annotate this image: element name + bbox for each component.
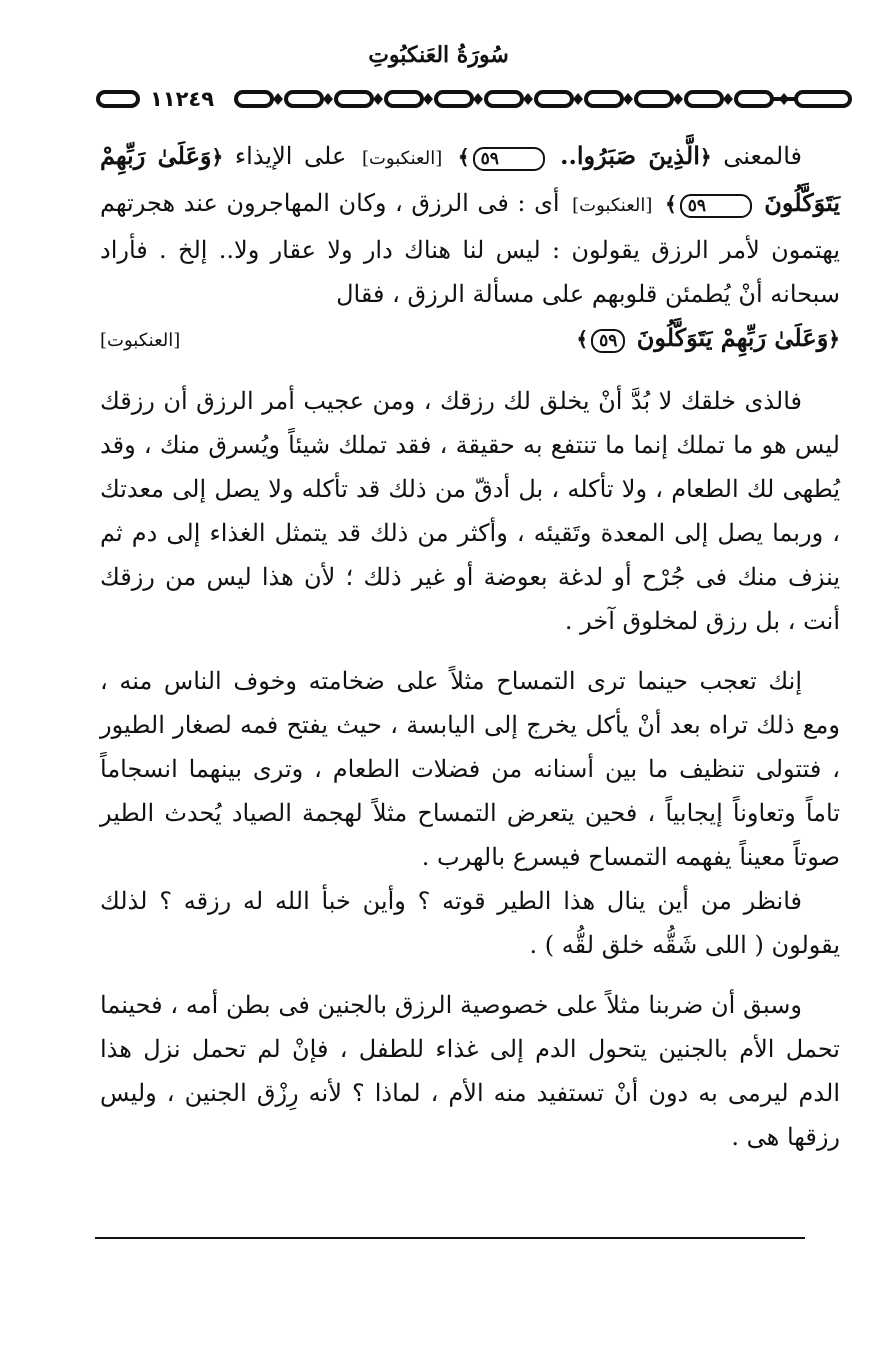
verse-number-badge: ٥٩: [591, 329, 625, 353]
verse-line: [100, 316, 840, 363]
surah-reference: [العنكبوت]: [572, 195, 653, 216]
paragraph-2: فالذى خلقك لا بُدَّ أنْ يخلق لك رزقك ، ومن عجيب أمر الرزق أن رزقك ليس هو ما تملك إنما ما تنتفع به حقيقة ، فقد تملك شيئاً ويُسرق منك ، وقد يُطهى لك الطعام ، ولا تأكله ، بل أدقّ من ذلك قد تأكله ولا يصل إلى معدتك ، وربما يصل إلى المعدة وتَقيئه ، وأكثر من ذلك قد يتمثل الغذاء إلى دم ثم ينزف منك فى جُرْح أو لدغة بعوضة أو غير ذلك ؛ لأن هذا ليس من رزقك أنت ، بل رزق لمخلوق آخر .: [100, 387, 841, 635]
surah-title: سُورَةُ العَنكبُوتِ: [368, 42, 509, 68]
quran-verse: ﴿الَّذِينَ صَبَرُوا.. ٥٩﴾: [457, 141, 712, 170]
surah-reference: [العنكبوت]: [100, 330, 181, 351]
paragraph-4: فانظر من أين ينال هذا الطير قوته ؟ وأين خبأ الله له رزقه ؟ لذلك يقولون ( اللى شَقُّه خلق لقُّه ) .: [100, 887, 840, 959]
body-text: [100, 134, 840, 1159]
footer-divider: [95, 1237, 805, 1239]
text-segment: أى : فى الرزق ، وكان المهاجرون عند هجرتهم يهتمون لأمر الرزق يقولون : ليس لنا هناك دار ولا عقار ولا.. إلخ . فأراد سبحانه أنْ يُطمئن قلوبهم على مسألة الرزق ، فقال: [100, 189, 840, 308]
text-segment: على الإيذاء: [234, 142, 347, 170]
paragraph-1: [100, 134, 840, 316]
surah-reference: [العنكبوت]: [361, 148, 443, 169]
verse-number-badge: ٥٩: [473, 147, 545, 171]
page-number: ١١٢٤٩: [142, 84, 222, 114]
text-segment: فالمعنى: [723, 142, 803, 170]
verse-number-badge: ٥٩: [680, 194, 752, 218]
quran-verse: ﴿وَعَلَىٰ رَبِّهِمْ يَتَوَكَّلُونَ ٥٩﴾: [576, 323, 840, 352]
quran-verse: ﴿وَعَلَىٰ رَبِّهِمْ يَتَوَكَّلُونَ ٥٩﴾: [100, 141, 840, 217]
paragraph-3: إنك تعجب حينما ترى التمساح مثلاً على ضخامته وخوف الناس منه ، ومع ذلك تراه بعد أنْ يأكل يخرج إلى اليابسة ، حيث يفتح فمه لصغار الطيور ، فتتولى تنظيف ما بين أسنانه من فضلات الطعام ، وترى بينهما انسجاماً تاماً وتعاوناً إيجابياً ، فحين يتعرض التمساح مثلاً لهجمة الصياد يُحدث الطير صوتاً معيناً يفهمه التمساح فيسرع بالهرب .: [100, 667, 841, 871]
paragraph-5: وسبق أن ضربنا مثلاً على خصوصية الرزق بالجنين فى بطن أمه ، فحينما تحمل الأم بالجنين يتحول الدم إلى غذاء للطفل ، فإنْ لم تحمل نزل هذا الدم ليرمى به دون أنْ تستفيد منه الأم ، لماذا ؟ لأنه رِزْق الجنين ، وليس رزقها هى .: [100, 991, 840, 1151]
